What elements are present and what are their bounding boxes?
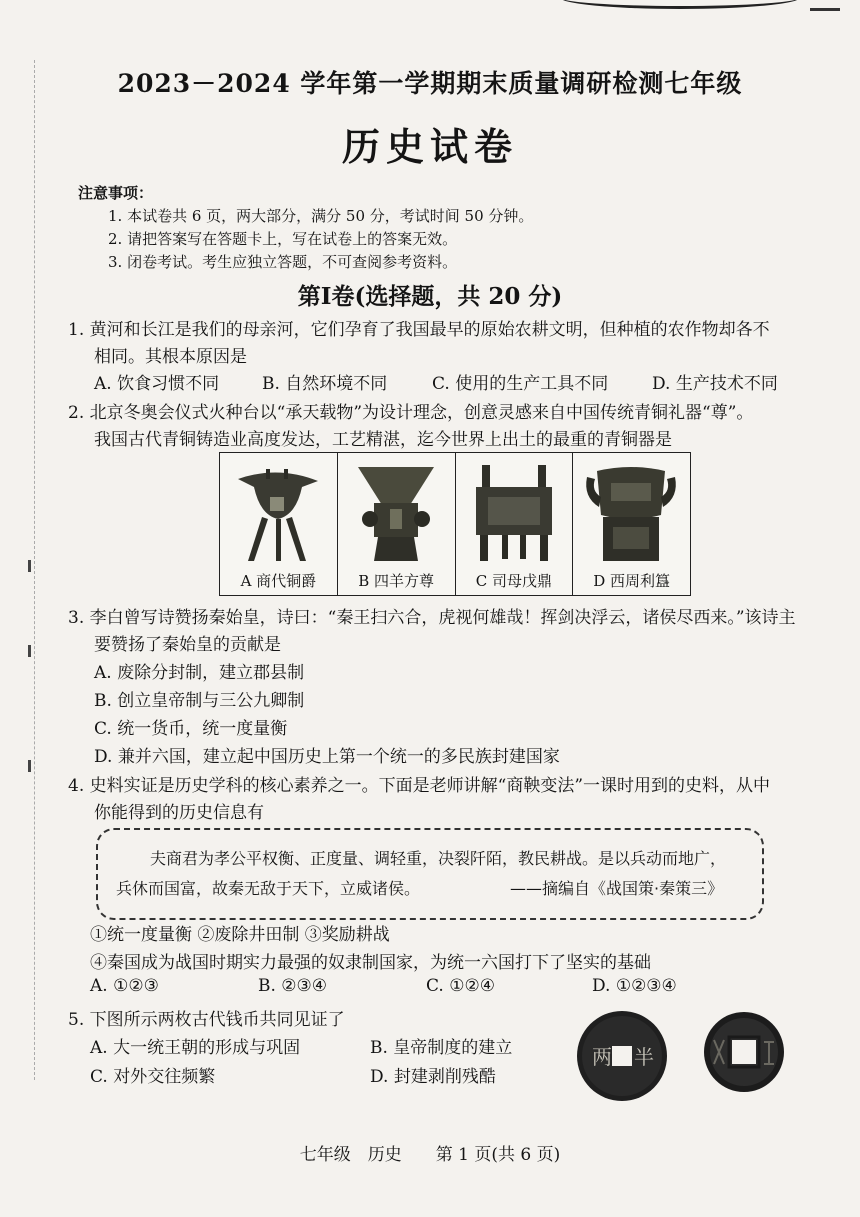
binding-mark <box>28 760 31 772</box>
notice-heading: 注意事项： <box>78 184 154 202</box>
subject-title: 历史试卷 <box>341 124 518 169</box>
bronze-zun-icon <box>344 457 449 567</box>
question-4-option-b: B. ②③④ <box>258 976 328 996</box>
question-3-option-b: B. 创立皇帝制与三公九卿制 <box>94 691 305 711</box>
question-4-stem: 4. 史料实证是历史学科的核心素养之一。下面是老师讲解“商鞅变法”一课时用到的史料，从中 <box>68 776 771 796</box>
question-1-option-a: A. 饮食习惯不同 <box>94 374 220 394</box>
question-1-option-d: D. 生产技术不同 <box>652 374 778 394</box>
question-1-stem: 1. 黄河和长江是我们的母亲河，它们孕育了我国最早的原始农耕文明，但种植的农作物却各不 <box>68 320 770 340</box>
question-1-stem: 相同。其根本原因是 <box>94 347 247 367</box>
scan-edge-mark <box>560 0 800 9</box>
question-4-stem: 你能得到的历史信息有 <box>94 803 264 823</box>
image-option-b <box>338 453 456 595</box>
binding-mark <box>28 560 31 572</box>
question-4-statement: ④秦国成为战国时期实力最强的奴隶制国家，为统一六国打下了坚实的基础 <box>90 953 651 973</box>
question-5-option-c: C. 对外交往频繁 <box>90 1067 216 1087</box>
question-3-stem: 3. 李白曾写诗赞扬秦始皇，诗曰：“秦王扫六合，虎视何雄哉！挥剑决浮云，诸侯尽西来。”该诗主 <box>68 608 796 628</box>
question-1-option-b: B. 自然环境不同 <box>262 374 388 394</box>
binding-margin-line <box>34 60 36 1080</box>
banliang-coin-icon <box>574 1008 670 1104</box>
notice-item: 2. 请把答案写在答题卡上，写在试卷上的答案无效。 <box>108 230 458 248</box>
bronze-gui-icon <box>579 457 684 567</box>
section-title: 第Ⅰ卷(选择题，共 20 分) <box>297 283 563 310</box>
scan-edge-mark <box>810 8 840 11</box>
coin-inscription: 半 <box>634 1045 654 1069</box>
image-caption-a: A 商代铜爵 <box>240 572 317 590</box>
question-3-option-d: D. 兼并六国，建立起中国历史上第一个统一的多民族封建国家 <box>94 747 560 767</box>
question-3-option-c: C. 统一货币，统一度量衡 <box>94 719 288 739</box>
question-4-option-c: C. ①②④ <box>426 976 495 996</box>
question-2-stem: 2. 北京冬奥会仪式火种台以“承天载物”为设计理念，创意灵感来自中国传统青铜礼器“尊”。 <box>68 403 754 423</box>
binding-mark <box>28 645 31 657</box>
question-5-option-a: A. 大一统王朝的形成与巩固 <box>90 1038 301 1058</box>
question-4-option-a: A. ①②③ <box>90 976 159 996</box>
question-4-option-d: D. ①②③④ <box>592 976 677 996</box>
image-option-d <box>573 453 690 595</box>
image-option-a <box>220 453 338 595</box>
image-option-c <box>456 453 574 595</box>
question-2-stem: 我国古代青铜铸造业高度发达，工艺精湛，迄今世界上出土的最重的青铜器是 <box>94 430 672 450</box>
exam-title: 2023－2024 学年第一学期期末质量调研检测七年级 <box>117 69 743 98</box>
bronze-image-table <box>219 452 691 596</box>
question-3-stem: 要赞扬了秦始皇的贡献是 <box>94 635 281 655</box>
question-5-option-b: B. 皇帝制度的建立 <box>370 1038 513 1058</box>
notice-item: 3. 闭卷考试。考生应独立答题，不可查阅参考资料。 <box>108 253 458 271</box>
image-caption-d: D 西周利簋 <box>593 572 671 590</box>
source-quote-box <box>96 828 764 920</box>
question-1-option-c: C. 使用的生产工具不同 <box>432 374 609 394</box>
wuzhu-coin-icon <box>702 1010 786 1094</box>
question-4-statement: ①统一度量衡 ②废除井田制 ③奖励耕战 <box>90 925 390 945</box>
question-5-option-d: D. 封建剥削残酷 <box>370 1067 496 1087</box>
bronze-ding-icon <box>462 457 567 567</box>
page-footer: 七年级 历史 第 1 页(共 6 页) <box>299 1145 561 1165</box>
question-5-stem: 5. 下图所示两枚古代钱币共同见证了 <box>68 1010 345 1030</box>
bronze-jue-icon <box>226 457 331 567</box>
image-caption-c: C 司母戊鼎 <box>475 572 552 590</box>
source-citation: ——摘编自《战国策·秦策三》 <box>510 879 724 898</box>
source-quote-line: 夫商君为孝公平权衡、正度量、调轻重，决裂阡陌，教民耕战。是以兵动而地广， <box>150 849 727 868</box>
notice-item: 1. 本试卷共 6 页，两大部分，满分 50 分，考试时间 50 分钟。 <box>108 207 534 225</box>
image-caption-b: B 四羊方尊 <box>358 572 435 590</box>
source-quote-line: 兵休而国富，故秦无敌于天下，立威诸侯。 <box>116 879 421 898</box>
question-3-option-a: A. 废除分封制，建立郡县制 <box>94 663 305 683</box>
coin-inscription: 两 <box>592 1045 612 1069</box>
